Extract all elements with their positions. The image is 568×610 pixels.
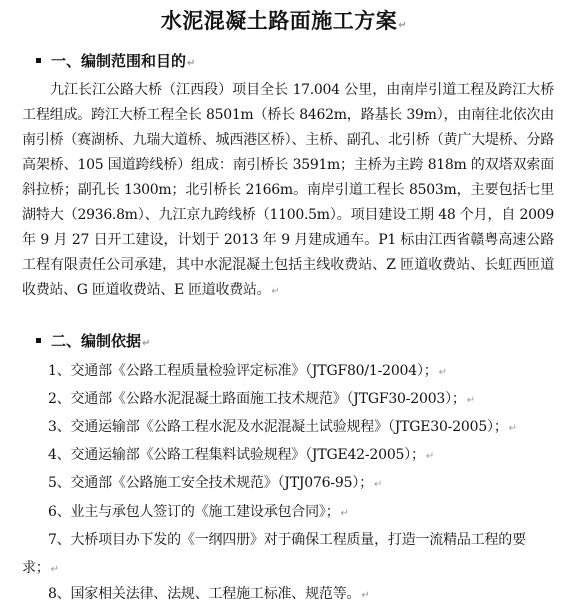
basis-item-1 <box>48 357 558 387</box>
basis-item-2 <box>48 385 558 415</box>
scope-paragraph <box>22 78 554 304</box>
basis-item-text: 5、交通部《公路施工安全技术规范》（JTJ076-95）； <box>48 475 373 491</box>
document-title-text: 水泥混凝土路面施工方案 <box>160 8 398 33</box>
paragraph-mark-icon: ↵ <box>508 423 517 434</box>
paragraph-mark-icon: ↵ <box>425 451 435 462</box>
heading-bullet-icon <box>36 338 41 343</box>
paragraph-mark-icon: ↵ <box>340 508 349 519</box>
basis-item-8 <box>48 580 558 610</box>
basis-item-text: 1、交通部《公路工程质量检验评定标准》（JTGF80/1-2004）； <box>48 363 438 379</box>
paragraph-mark-icon: ↵ <box>271 286 280 297</box>
basis-item-5 <box>48 469 558 499</box>
basis-item-text: 8、国家相关法律、法规、工程施工标准、规范等。 <box>48 586 361 602</box>
basis-item-text: 6、业主与承包人签订的《施工建设承包合同》； <box>48 504 340 520</box>
section-heading-basis <box>36 330 150 355</box>
paragraph-mark-icon: ↵ <box>187 58 196 69</box>
section-heading-scope <box>36 50 195 75</box>
paragraph-mark-icon: ↵ <box>466 395 475 406</box>
paragraph-mark-icon: ↵ <box>438 367 447 378</box>
heading-bullet-icon <box>36 58 41 63</box>
paragraph-mark-icon: ↵ <box>361 590 370 601</box>
basis-item-text: 2、交通部《公路水泥混凝土路面施工技术规范》（JTGF30-2003）； <box>48 391 466 407</box>
basis-item-3 <box>48 413 558 443</box>
paragraph-mark-icon: ↵ <box>398 20 408 31</box>
paragraph-mark-icon: ↵ <box>373 479 383 490</box>
section-heading-scope-text: 一、编制范围和目的 <box>51 52 187 70</box>
section-heading-basis-text: 二、编制依据 <box>51 332 142 350</box>
basis-item-text: 7、大桥项目办下发的《一纲四册》对于确保工程质量，打造一流精品工程的要求； <box>22 532 526 576</box>
basis-item-text: 4、交通运输部《公路工程集料试验规程》（JTGE42-2005）； <box>48 447 425 463</box>
basis-item-text: 3、交通运输部《公路工程水泥及水泥混凝土试验规程》（JTGE30-2005）； <box>48 419 508 435</box>
basis-item-4 <box>48 441 558 471</box>
scope-paragraph-text: 九江长江公路大桥（江西段）项目全长 17.004 公里，由南岸引道工程及跨江大桥工程组成。跨江大桥工程全长 8501m（桥长 8462m，路基长 39m），由南往北依次由南引桥（赛湖桥、九瑞大道桥、城西港区桥）、主桥、副孔、北引桥（黄广大堤桥、分路高架桥、105 国道跨线桥）组成：南引桥长 3591m；主桥为主跨 818m 的双塔双索面斜拉桥；副孔长 1300m；北引桥长 2166m。南岸引道工程长 8503m，主要包括七里湖特大（2936.8m）、九江京九跨线桥（1100.5m）。项目建设工期 48 个月，自 2009 年 9 月 27 日开工建设，计划于 2013 年 9 月建成通车。P1 标由江西省赣粤高速公路工程有限责任公司承建，其中水泥混凝土包括主线收费站、Z 匝道收费站、长虹西匝道收费站、G 匝道收费站、E 匝道收费站。 <box>22 82 554 298</box>
basis-item-7 <box>22 526 552 584</box>
paragraph-mark-icon: ↵ <box>50 564 59 575</box>
document-title <box>0 6 568 41</box>
basis-item-6 <box>48 498 558 528</box>
paragraph-mark-icon: ↵ <box>142 338 151 349</box>
